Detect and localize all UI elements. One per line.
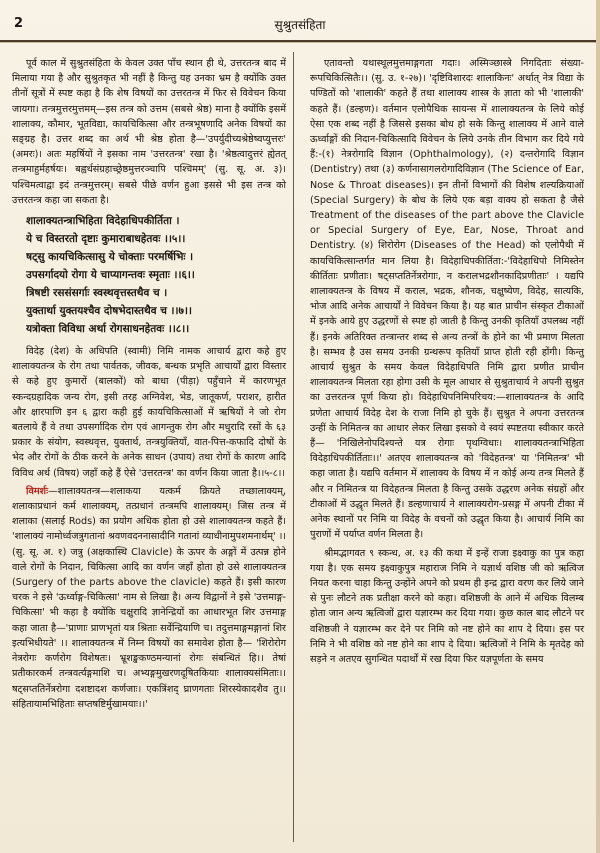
bhagavata-paragraph: श्रीमद्भागवत ९ स्कन्ध, अ. १३ की कथा में इन्हें राजा इक्ष्वाकु का पुत्र कहा गया है। एक समय इक्ष्वाकुपुत्र महाराज निमि ने यज्ञार्थ वशिष्ठ जी को ऋत्विज नियत करना चाहा किन्तु उन्होंने अपने को प्रथम ही इन्द्र द्वारा वरण कर लिये जाने से पुनः लौटने तक प्रतीक्षा करने को कहा। वशिष्ठजी के आने में अधिक विलम्ब होता जान अन्य ऋत्विजों द्वारा यज्ञारम्भ कर दिया गया। कुछ काल बाद लौटने पर वशिष्ठजी ने यज्ञारम्भ कर देने पर निमि को नष्ट होने का शाप दे दिया। इस पर निमि ने भी वशिष्ठ को नष्ट होने का शाप दे दिया। ऋत्विजों ने निमि के मृतदेह को सड़ने न अतएव सुगन्धित पदार्थों में रख दिया फिर यज्ञपूर्णता के समय — [310, 547, 584, 665]
verse-line: षट्सु कायचिकित्सासु ये चोक्ताः परमर्षिभिः । — [26, 251, 194, 264]
page-number: 2 — [14, 16, 24, 31]
running-title: सुश्रुतसंहिता — [274, 18, 326, 32]
verse-line: शालाक्यतन्त्राभिहिता विदेहाधिपकीर्तिता । — [26, 215, 180, 228]
verse-line: त्रिषष्टी रससंसर्गाः स्वस्थवृत्तस्तथैव च । — [26, 287, 168, 300]
verse-line: उपसर्गादयो रोगा ये चाप्यागन्तवः स्मृताः ।।६।। — [26, 269, 195, 282]
intro-paragraph: पूर्व काल में सुश्रुतसंहिता के केवल उक्त पाँच स्थान ही थे, उत्तरतन्त्र बाद में मिलाया गया है और सुश्रुतकृत भी नहीं है किन्तु यह उनका भ्रम है क्योंकि उक्त तीनों सूत्रों में स्पष्ट कहा है कि शेष विषयों का उत्तरतन्त्र में फिर से विवेचन किया जायगा। तन्त्रमुत्तरमुत्तमम्—इस तन्त्र को उत्तम (सबसे श्रेष्ठ) माना है क्योंकि इसमें शालाक्य, कौमार, भूतविद्या, कायचिकित्सा और तन्त्रभूषणादि अनेक विषयों का सङ्ग्रह है। उत्तर शब्द का अर्थ भी श्रेष्ठ होता है—'उपर्युदीच्यश्रेष्ठेष्वप्युत्तरः' (अमरः)। अतः महर्षियों ने इसका नाम 'उत्तरतन्त्र' रखा है। 'श्रेष्ठत्वादुत्तरं ह्येतत् तन्त्रमाहुर्महर्षयः। बह्वर्थसंग्रहाच्छ्रेष्ठमुत्तरञ्चापि पश्चिमम्' (सु. सू. अ. ३)। पश्चिमत्वाद्वा इदं तन्त्रमुत्तरम्। सबसे पीछे वर्णन हुआ इससे भी इस तन्त्र को उत्तरतन्त्र कहा जा सकता है। — [12, 58, 286, 206]
verse-line: ये च विस्तरतो दृष्टाः कुमाराबाधहेतवः ।।५।। — [26, 233, 186, 246]
vimarsha-label: विमर्शः — [26, 485, 49, 497]
vimarsha-text: —शालाक्यतन्त्र—शलाकया यत्कर्म क्रियते तच्छालाक्यम्, शलाकाप्रधानं कर्म शालाक्यम्, तत्प्रधानं तन्त्रमपि शालाक्यम्। जिस तन्त्र में शलाका (सलाई Rods) का प्रयोग अधिक होता हो उसे शालाक्यतन्त्र कहते हैं। 'शालाक्यं नामोर्ध्वजत्रुगतानां श्रवणवदननासादीनि गतानां व्याधीनामुपशमनार्थम्' ।। (सु. सू. अ. १) जत्रु (अक्षकास्थि Clavicle) के ऊपर के अङ्गों में उत्पन्न होने वाले रोगों के निदान, चिकित्सा आदि का वर्णन जहाँ होता हो उसे शालाक्यतन्त्र (Surgery of the parts above the clavicle) कहते हैं। इसी कारण चरक ने इसे 'ऊर्ध्वाङ्ग-चिकित्सा' नाम से लिखा है। अन्य विद्वानों ने इसे 'उत्तमाङ्ग-चिकित्सा' भी कहा है क्योंकि चक्षुरादि ज्ञानेन्द्रियों का आधारभूत शिर उत्तमाङ्ग कहा जाता है—'प्राणाः प्राणभृतां यत्र श्रिताः सर्वेन्द्रियाणि च। तदुत्तमाङ्गमङ्गानां शिर इत्यभिधीयते' ।। शालाक्यतन्त्र में निम्न विषयों का समावेश होता है— 'शिरोरोग नेत्ररोगः कर्णरोग विशेषतः। भ्रूशङ्खकण्ठमन्यानां रोगः संबन्धितं हि।। तेषां प्रतीकारकर्म तन्त्रवर्त्यङ्गमाशि च। अभ्यङ्गमुखरणदूषितकियाः शालाक्यसंमिताः।। षट्सप्ततिर्नेत्ररोगा दशष्टादश कर्णजाः। एकत्रिंशद् घ्राणगताः शिरस्येकादशैव तु।। संहितायामभिहिताः सप्तषष्टिर्मुखामयाः।।' — [12, 485, 286, 710]
verse-line: यत्रोक्ता विविधा अर्था रोगसाधनहेतवः ।।८।। — [26, 323, 190, 336]
right-column — [310, 56, 584, 670]
commentary-paragraph: विदेह (देश) के अधिपति (स्वामी) निमि नामक आचार्य द्वारा कहे हुए शालाक्यतन्त्र के रोग तथा पार्वतक, जीवक, बन्धक प्रभृति आचार्यों द्वारा विस्तार से कहे हुए कुमारों (बालकों) को बाधा (पीड़ा) पहुँचाने में कारणभूत स्कन्दग्रहादिक जन्य रोग, इसी तरह अग्निवेश, भेड, जातूकर्ण, पराशर, हारीत और क्षारपाणि इन ६ द्वारा कही हुई कायचिकित्साओं में ऋषियों ने जो रोग बतलाये हैं वे तथा उपसर्गादिक रोग एवं आगन्तुक रोग और मधुरादि रसों के ६३ प्रकार के संयोग, स्वस्थवृत्त, युक्तार्थ, तन्त्रयुक्तियाँ, वात-पित्त-कफादि दोषों के भेद और रोगों के ठीक करने के अनेक साधन (उपाय) तथा रोगों के कारण आदि विविध अर्थ (विषय) जहाँ कहे हैं ऐसे 'उत्तरतन्त्र' का वर्णन किया जाता है।।५-८।। — [12, 346, 286, 479]
vimarsha-paragraph — [12, 484, 286, 712]
shalakya-paragraph: एतावन्तो यथास्थूलमुत्तमाङ्गगता गदाः। अस्मिञ्छास्त्रे निगदिताः संख्या-रूपचिकित्सितैः।। (सु. उ. १-२७)। 'दृष्टिविशारदः शालाकिनः' अर्थात् नेत्र विद्या के पण्डितों को 'शालाकी' कहते हैं तथा शालाक्य शास्त्र के ज्ञाता को भी 'शालाकी' कहते हैं। (डल्हण)। वर्तमान एलोपैथिक सायन्स में शालाक्यतन्त्र के लिये कोई ऐसा एक शब्द नहीं है जिससे इसका बोध हो सके किन्तु शालाक्य में आने वाले ऊर्ध्वाङ्गों की निदान-चिकित्सादि विवेचन के लिये उनके तीन विभाग कर दिये गये हैं:-(१) नेत्ररोगादि विज्ञान (Ophthalmology), (२) दन्तरोगादि विज्ञान (Dentistry) तथा (३) कर्णनासागलरोगादिविज्ञान (The Science of Ear, Nose & Throat diseases)। इन तीनों विभागों की विशेष शल्यक्रियाओं (Special Surgery) के बोध के लिये एक बड़ा वाक्य हो सकता है जैसे Treatment of the diseases of the part above the Clavicle or Special Surgery of Eye, Ear, Nose, Throat and Dentistry. (४) शिरोरोग (Diseases of the Head) को एलोपैथी में कायचिकित्सान्तर्गत मान लिया है। विदेहाधिपकीर्तिता:-'विदेहाधिपो निमिस्तेन कीर्तिताः प्रणीताः। षट्सप्ततिर्नेत्ररोगाः, न करालभद्रशौनकादिप्रणीताः' । यद्यपि शालाक्यतन्त्र के विषय में कराल, भद्रक, शौनक, चक्षुष्येण, विदेह, सात्यकि, भोज आदि अनेक आचार्यों ने विवेचन किया है। यह बात प्राचीन संस्कृत टीकाओं में इनके आये हुए उद्धरणों से स्पष्ट हो जाती है किन्तु उनकी कृतियाँ उपलब्ध नहीं हैं। इनके अतिरिक्त तन्त्रान्तर शब्द से अन्य तन्त्रों के होने का भी प्रमाण मिलता है। सम्भव है उस समय उनकी ग्रन्थरूप कृतियाँ प्राप्त होती रही होंगी। किन्तु आचार्य सुश्रुत के समय केवल विदेहाधिपति निमि द्वारा प्रणीत प्राचीन शालाक्यतन्त्र मिलता रहा होगा उसी के मूल आधार से सुश्रुताचार्य ने अपनी सुश्रुत का उत्तरतन्त्र पूर्ण किया हो। विदेहाधिपनिमिपरिचय:—शालाक्यतन्त्र के आदि प्रणेता आचार्य विदेह देश के राजा निमि हो चुके हैं। सुश्रुत ने अपना उत्तरतन्त्र उन्हीं के निमितन्त्र का आधार लेकर लिखा इसको वे स्वयं स्पष्टतया स्वीकार करते हैं— 'निखिलेनोपदिश्यन्ते यत्र रोगाः पृथग्विधाः। शालाक्यतन्त्राभिहिता विदेहाधिपकीर्तिताः।।' अतएव शालाक्यतन्त्र को 'विदेहतन्त्र' या 'निमितन्त्र' भी कहा जाता है। यद्यपि वर्तमान में शालाक्य के विषय में न कोई अन्य तन्त्र मिलते हैं और न निमितन्त्र या विदेहतन्त्र मिलता है किन्तु उसके उद्धरण अनेक संग्रहों और टीकाओं में उद्धृत मिलते हैं। डल्हणाचार्य ने शालाक्यरोग-प्रसङ्ग में अपनी टीका में अनेक स्थानों पर निमि या विदेह के वचनों को उद्धृत किया है। आचार्य निमि का पुराणों में पर्याप्त वर्णन मिलता है। — [310, 58, 584, 541]
left-column — [12, 56, 286, 715]
page-header — [0, 0, 600, 42]
page-edge — [596, 0, 600, 853]
verse-line: युक्तार्था युक्तयश्चैव दोषभेदास्तथैव च ।।७।। — [26, 305, 192, 318]
column-divider — [293, 52, 294, 842]
verse-block — [26, 212, 286, 338]
